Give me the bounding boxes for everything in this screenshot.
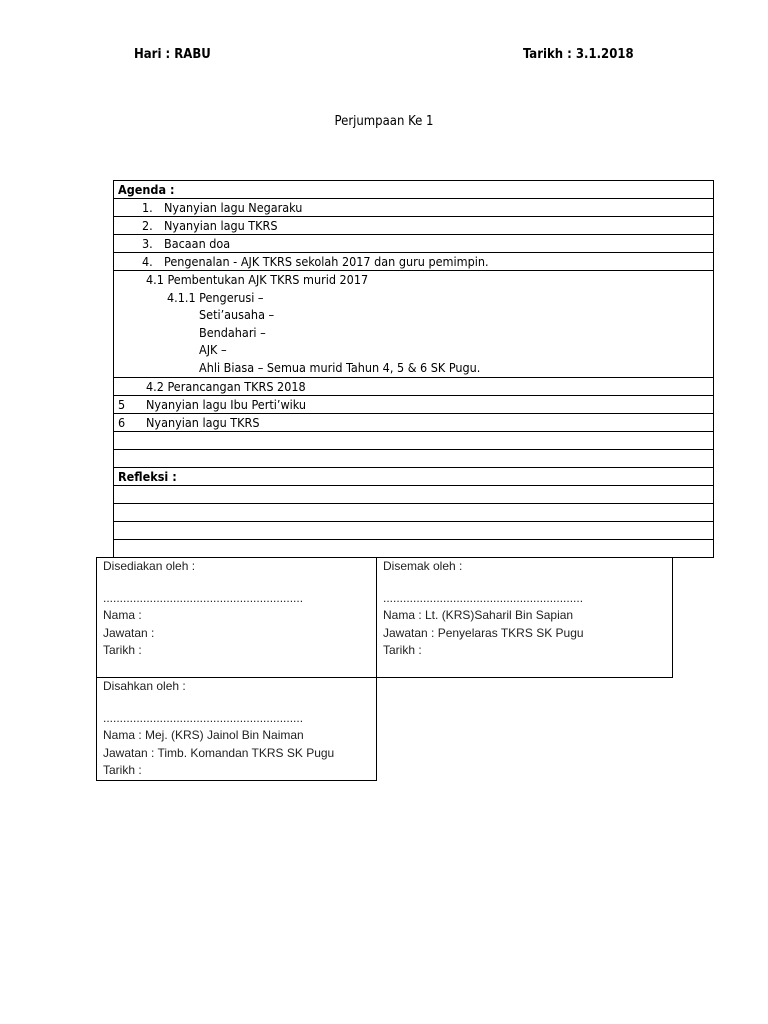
signature-line: ............................................................ [103, 591, 304, 605]
blank-row [114, 522, 713, 540]
tarikh-field: Tarikh : [103, 643, 142, 657]
refleksi-row [114, 468, 713, 486]
sub-item-4-1-1: 4.1.1 Pengerusi – [167, 289, 264, 305]
disahkan-heading: Disahkan oleh : [103, 679, 186, 693]
agenda-sub-block [114, 271, 713, 378]
tarikh-field: Tarikh : [103, 763, 142, 777]
agenda-item-row [114, 217, 713, 235]
nama-field: Nama : [103, 608, 142, 622]
agenda-item-text: Nyanyian lagu Negaraku [164, 200, 303, 215]
bendahari-line: Bendahari – [199, 324, 266, 340]
agenda-item-row [114, 199, 713, 217]
disediakan-heading: Disediakan oleh : [103, 559, 196, 573]
tarikh-label: Tarikh : 3.1.2018 [523, 47, 634, 62]
agenda-item-number: 5 [118, 396, 126, 412]
signature-line: ............................................................ [103, 711, 304, 725]
agenda-item-number: 4. [142, 254, 153, 269]
tarikh-field: Tarikh : [383, 643, 422, 657]
ajk-line: AJK – [199, 342, 227, 358]
agenda-item-number: 2. [142, 218, 153, 233]
jawatan-field: Jawatan : Penyelaras TKRS SK Pugu [383, 626, 584, 640]
blank-row [114, 504, 713, 522]
jawatan-field: Jawatan : [103, 626, 155, 640]
disahkan-box [96, 677, 377, 781]
sub-item-4-1: 4.1 Pembentukan AJK TKRS murid 2017 [146, 272, 369, 287]
page-title: Perjumpaan Ke 1 [334, 114, 434, 129]
agenda-heading-row [114, 181, 713, 199]
disemak-box [376, 557, 673, 678]
blank-row [114, 432, 713, 450]
refleksi-heading: Refleksi : [118, 468, 177, 484]
ahli-biasa-line: Ahli Biasa – Semua murid Tahun 4, 5 & 6 SK Pugu. [199, 359, 481, 375]
blank-row [114, 540, 713, 557]
nama-field: Nama : Lt. (KRS)Saharil Bin Sapian [383, 608, 574, 622]
agenda-item-text: Nyanyian lagu TKRS [146, 414, 260, 430]
agenda-item-text: Bacaan doa [164, 236, 231, 251]
agenda-item-row [114, 396, 713, 414]
blank-row [114, 486, 713, 504]
agenda-table [113, 180, 714, 558]
agenda-item-number: 3. [142, 236, 153, 251]
jawatan-field: Jawatan : Timb. Komandan TKRS SK Pugu [103, 746, 335, 760]
setiausaha-line: Seti’ausaha – [199, 307, 275, 323]
agenda-item-text: Nyanyian lagu TKRS [164, 218, 278, 233]
hari-label: Hari : RABU [134, 47, 211, 62]
agenda-item-row [114, 235, 713, 253]
agenda-heading: Agenda : [118, 182, 175, 197]
agenda-item-text: Pengenalan - AJK TKRS sekolah 2017 dan guru pemimpin. [164, 254, 489, 269]
blank-row [114, 450, 713, 468]
nama-field: Nama : Mej. (KRS) Jainol Bin Naiman [103, 728, 304, 742]
sub-item-4-2-row [114, 378, 713, 396]
agenda-item-text: Nyanyian lagu Ibu Perti’wiku [146, 396, 307, 412]
agenda-item-row [114, 414, 713, 432]
agenda-item-number: 1. [142, 200, 153, 215]
agenda-item-row [114, 253, 713, 271]
agenda-item-number: 6 [118, 414, 126, 430]
disemak-heading: Disemak oleh : [383, 559, 463, 573]
signature-line: ............................................................ [383, 591, 584, 605]
disediakan-box [96, 557, 377, 678]
sub-item-4-2: 4.2 Perancangan TKRS 2018 [146, 378, 306, 394]
